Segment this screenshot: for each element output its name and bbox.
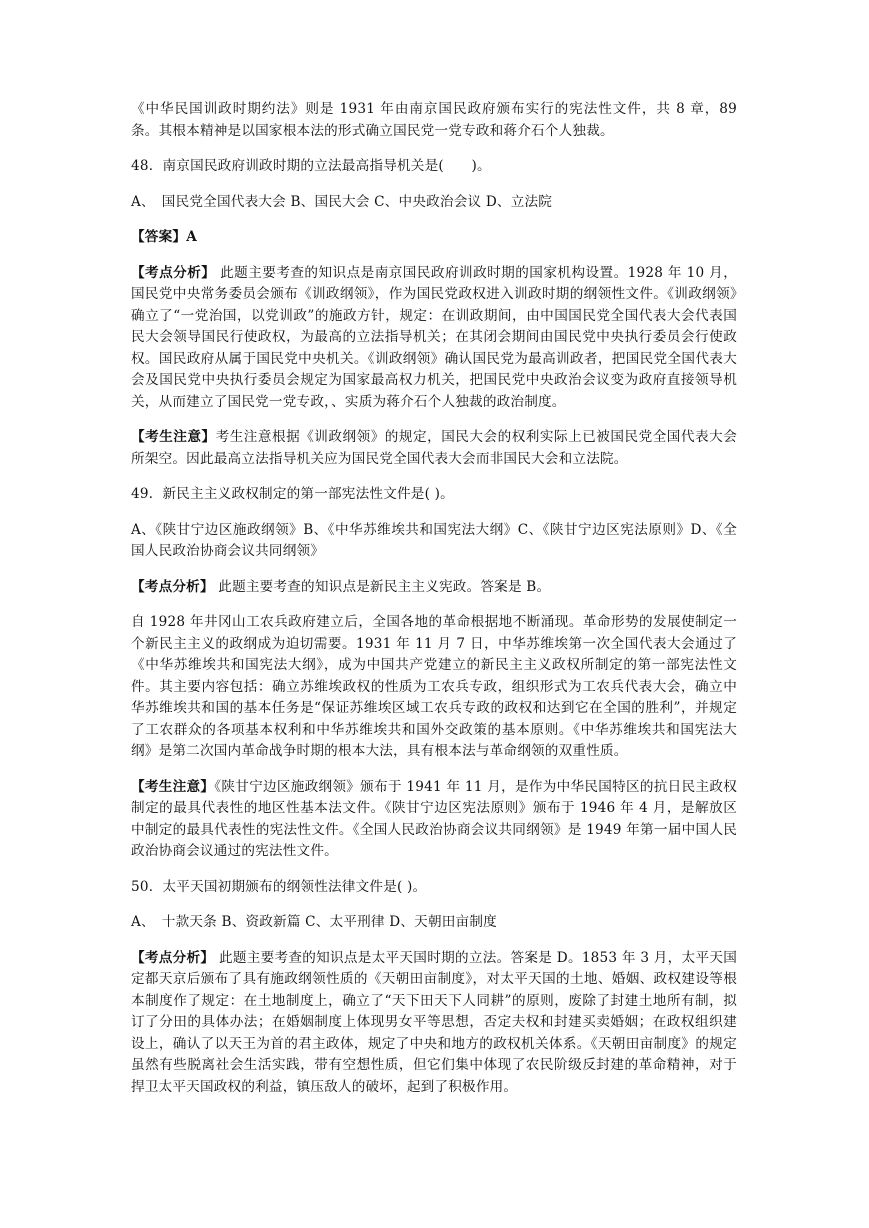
note-text: 考生注意根据《训政纲领》的规定，国民大会的权利实际上已被国民党全国代表大会所架空。因此最高立法指导机关应为国民党全国代表大会而非国民大会和立法院。 [131,429,737,467]
question-49-body [131,612,737,763]
analysis-text: 此题主要考查的知识点是太平天国时期的立法。答案是 D。1853 年 3 月，太平天国定都天京后颁布了具有施政纲领性质的《天朝田亩制度》，对太平天国的土地、婚姻、政权建设等根本制度作了规定：在土地制度上，确立了“天下田天下人同耕”的原则，废除了封建土地所有制，拟订了分田的具体办法；在婚姻制度上体现男女平等思想，否定夫权和封建买卖婚姻；在政权组织建设上，确认了以天王为首的君主政体，规定了中央和地方的政权机关体系。《天朝田亩制度》的规定虽然有些脱离社会生活实践，带有空想性质，但它们集中体现了农民阶级反封建的革命精神，对于捍卫太平天国政权的利益，镇压敌人的破坏，起到了积极作用。 [131,949,738,1095]
analysis-tag: 【考点分析】 [131,949,215,966]
analysis-tag: 【考点分析】 [131,264,216,281]
question-49-note [131,777,737,863]
question-50-analysis [131,948,737,1099]
paragraph-text: 自 1928 年井冈山工农兵政府建立后，全国各地的革命根据地不断涌现。革命形势的发展使制定一个新民主主义的政纲成为迫切需要。1931 年 11 月 7 日，中华苏维埃第一次全国代表大会通过了《中华苏维埃共和国宪法大纲》，成为中国共产党建立的新民主主义政权所制定的第一部宪法性文件。其主要内容包括：确立苏维埃政权的性质为工农兵专政，组织形式为工农兵代表大会，确立中华苏维埃共和国的基本任务是“保证苏维埃区域工农兵专政的政权和达到它在全国的胜利”，并规定了工农群众的各项基本权利和中华苏维埃共和国外交政策的基本原则。《中华苏维埃共和国宪法大纲》是第二次国内革命战争时期的根本大法，具有根本法与革命纲领的双重性质。 [131,614,737,759]
analysis-text: 此题主要考查的知识点是南京国民政府训政时期的国家机构设置。1928 年 10 月，国民党中央常务委员会颁布《训政纲领》，作为国民党政权进入训政时期的纲领性文件。《训政纲领》确立了“一党治国，以党训政”的施政方针，规定：在训政期间，由中国国民党全国代表大会代表国民大会领导国民行使政权，为最高的立法指导机关；在其闭会期间由国民党中央执行委员会行使政权。国民政府从属于国民党中央机关。《训政纲领》确认国民党为最高训政者，把国民党全国代表大会及国民党中央执行委员会规定为国家最高权力机关，把国民党中央政治会议变为政府直接领导机关，从而建立了国民党一党专政，、实质为蒋介石个人独裁的政治制度。 [131,264,737,410]
question-text: 50．太平天国初期颁布的纲领性法律文件是( )。 [131,878,427,895]
options-text: A、 十款天条 B、资政新篇 C、太平刑律 D、天朝田亩制度 [131,914,497,930]
document-body [131,99,737,1112]
answer-tag: 【答案】 [131,229,187,245]
analysis-tag: 【考点分析】 [131,578,214,595]
question-48-answer [131,227,737,249]
paragraph-text: 《中华民国训政时期约法》则是 1931 年由南京国民政府颁布实行的宪法性文件，共 8 章，89 条。其根本精神是以国家根本法的形式确立国民党一党专政和蒋介石个人独裁。 [131,101,737,139]
question-48-analysis [131,263,737,414]
note-tag: 【考生注意】 [131,778,215,795]
question-48-note [131,427,737,470]
options-text: A、《陕甘宁边区施政纲领》B、《中华苏维埃共和国宪法大纲》C、《陕甘宁边区宪法原则》D、《全国人民政治协商会议共同纲领》 [131,521,737,559]
intro-paragraph [131,99,737,142]
answer-value: A [186,229,197,245]
question-49-options [131,520,737,563]
note-tag: 【考生注意】 [131,429,216,445]
question-48 [131,156,737,178]
question-text: 48．南京国民政府训政时期的立法最高指导机关是( )。 [131,158,491,174]
note-text: 《陕甘宁边区施政纲领》颁布于 1941 年 11 月，是作为中华民国特区的抗日民主政权制定的最具代表性的地区性基本法文件。《陕甘宁边区宪法原则》颁布于 1946 年 4 月，是解放区中制定的最具代表性的宪法性文件。《全国人民政治协商会议共同纲领》是 1949 年第一届中国人民政治协商会议通过的宪法性文件。 [131,778,737,859]
question-50 [131,877,737,899]
question-49 [131,484,737,506]
question-49-analysis [131,577,737,599]
options-text: A、 国民党全国代表大会 B、国民大会 C、中央政治会议 D、立法院 [131,193,553,210]
analysis-text: 此题主要考查的知识点是新民主主义宪政。答案是 B。 [218,578,551,595]
question-text: 49．新民主主义政权制定的第一部宪法性文件是( )。 [131,486,454,502]
question-50-options [131,912,737,934]
question-48-options [131,192,737,214]
